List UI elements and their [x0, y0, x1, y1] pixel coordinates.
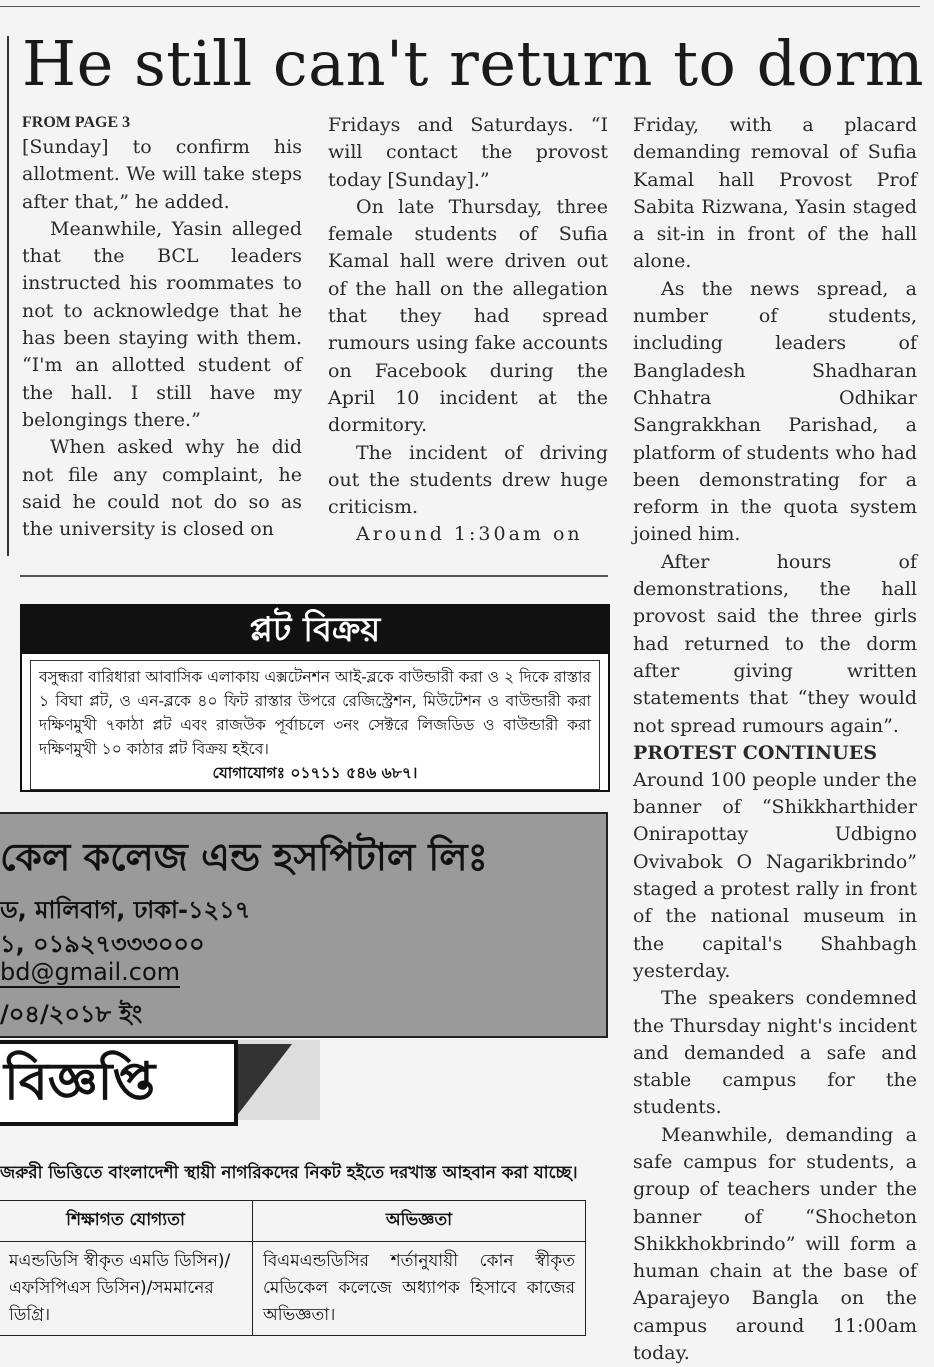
ad-body: বসুন্ধরা বারিধারা আবাসিক এলাকায় এক্সটেনশন আই-ব্লকে বাউন্ডারী করা ও ২ দিকে রাস্তার ১ বিঘা প্লট, ও এন-ব্লকে ৪০ ফিট রাস্তার উপরে রেজিস্ট্রেশন, মিউটেশন ও বাউন্ডারী করা দক্ষিণমুখী ৭কাঠা প্লট এবং রাজউক পূর্বাচলে ৩নং সেক্টরে লিজডিড ও বাউন্ডারী করা দক্ষিণমুখী ১০ কাঠার প্লট বিক্রয় হইবে। — [39, 668, 591, 758]
paragraph: Friday, with a placard demanding removal of Sufia Kamal hall Provost Prof Sabita Rizwana, Yasin staged a sit-in in front of the hall alone. — [633, 114, 917, 273]
paragraph: When asked why he did not file any complaint, he said he could not do so as the university is closed on — [22, 436, 302, 541]
paragraph: As the news spread, a number of students, including leaders of Bangladesh Shadharan Chhatra Odhikar Sangrakkhan Parishad, a platform of students who had been demonstrating for a reform in the quota system joined him. — [633, 277, 917, 546]
paragraph: On late Thursday, three female students of Sufia Kamal hall were driven out of the hall on the allegation that they had spread rumours using fake accounts on Facebook during the April 10 incident at the dormitory. — [328, 195, 608, 437]
headline: He still can't return to dorm — [22, 27, 925, 100]
article-column-3 — [633, 112, 917, 1367]
paragraph: Meanwhile, demanding a safe campus for students, a group of teachers under the banner of “Shocheton Shikkhokbrindo” will form a human chain at the base of Aparajeyo Bangla on the campus around 11:00am today. — [633, 1123, 917, 1365]
table-cell: মএন্ডডিসি স্বীকৃত এমডি ডিসিন)/এফসিপিএস ডিসিন)/সমমানের ডিগ্রি। — [0, 1242, 252, 1336]
paragraph: After hours of demonstrations, the hall provost said the three girls had returned to the dorm after giving written statements that “they would not spread rumours again”. — [633, 550, 917, 737]
paragraph: Meanwhile, Yasin alleged that the BCL leaders instructed his roommates to not to acknowledge that he has been staying with them. “I'm an allotted student of the hall. I still have my belongings there.” — [22, 217, 302, 431]
ad-contact: যোগাযোগঃ ০১৭১১ ৫৪৬ ৬৮৭। — [212, 764, 418, 782]
ad-title: প্লট বিক্রয় — [22, 606, 608, 654]
paragraph: [Sunday] to confirm his allotment. We will take steps after that,” he added. — [22, 136, 302, 213]
article-column-2 — [328, 112, 608, 549]
paragraph: The incident of driving out the students drew huge criticism. — [328, 441, 608, 519]
paragraph: The speakers condemned the Thursday night's incident and demanded a safe and stable campus for the students. — [633, 987, 917, 1119]
badge-shadow — [232, 1044, 292, 1122]
paragraph: Fridays and Saturdays. “I will contact the provost today [Sunday].” — [328, 114, 608, 191]
table-header: শিক্ষাগত যোগ্যতা — [0, 1201, 252, 1242]
qualification-table — [0, 1200, 586, 1336]
hospital-ad — [0, 812, 608, 1038]
table-header: অভিজ্ঞতা — [252, 1201, 585, 1242]
kicker: FROM PAGE 3 — [22, 114, 131, 131]
paragraph: Around 100 people under the banner of “Shikkharthider Onirapottay Udbigno Ovivabok O Nagarikbrindo” staged a protest rally in front of the national museum in the capital's Shahbagh yesterday. — [633, 768, 917, 982]
left-column-rule — [7, 36, 9, 556]
top-rule — [0, 6, 920, 7]
plot-sale-ad — [20, 604, 610, 792]
notice-title: বিজ্ঞপ্তি — [0, 1040, 238, 1126]
hospital-name: কেল কলেজ এন্ড হসপিটাল লিঃ — [0, 835, 488, 879]
hospital-address: ড, মালিবাগ, ঢাকা-১২১৭ — [0, 896, 251, 924]
notice-banner — [0, 1040, 320, 1120]
notice-request: জরুরী ভিত্তিতে বাংলাদেশী স্থায়ী নাগরিকদের নিকট হইতে দরখাস্ত আহবান করা যাচ্ছে। — [0, 1163, 578, 1183]
paragraph: Around 1:30am on — [356, 523, 583, 546]
article-column-1 — [22, 112, 302, 543]
article-end-rule — [20, 575, 608, 577]
table-cell: বিএমএন্ডডিসির শর্তানুযায়ী কোন স্বীকৃত মেডিকেল কলেজে অধ্যাপক হিসাবে কাজের অভিজ্ঞতা। — [252, 1242, 585, 1336]
subheading: PROTEST CONTINUES — [633, 741, 877, 764]
ad-body-box — [30, 660, 600, 790]
hospital-phone: ১, ০১৯২৭৩৩৩০০০ — [0, 930, 205, 958]
table-row — [0, 1242, 586, 1336]
hospital-date: /০৪/২০১৮ ইং — [0, 1000, 143, 1028]
hospital-email: bd@gmail.com — [0, 958, 181, 986]
